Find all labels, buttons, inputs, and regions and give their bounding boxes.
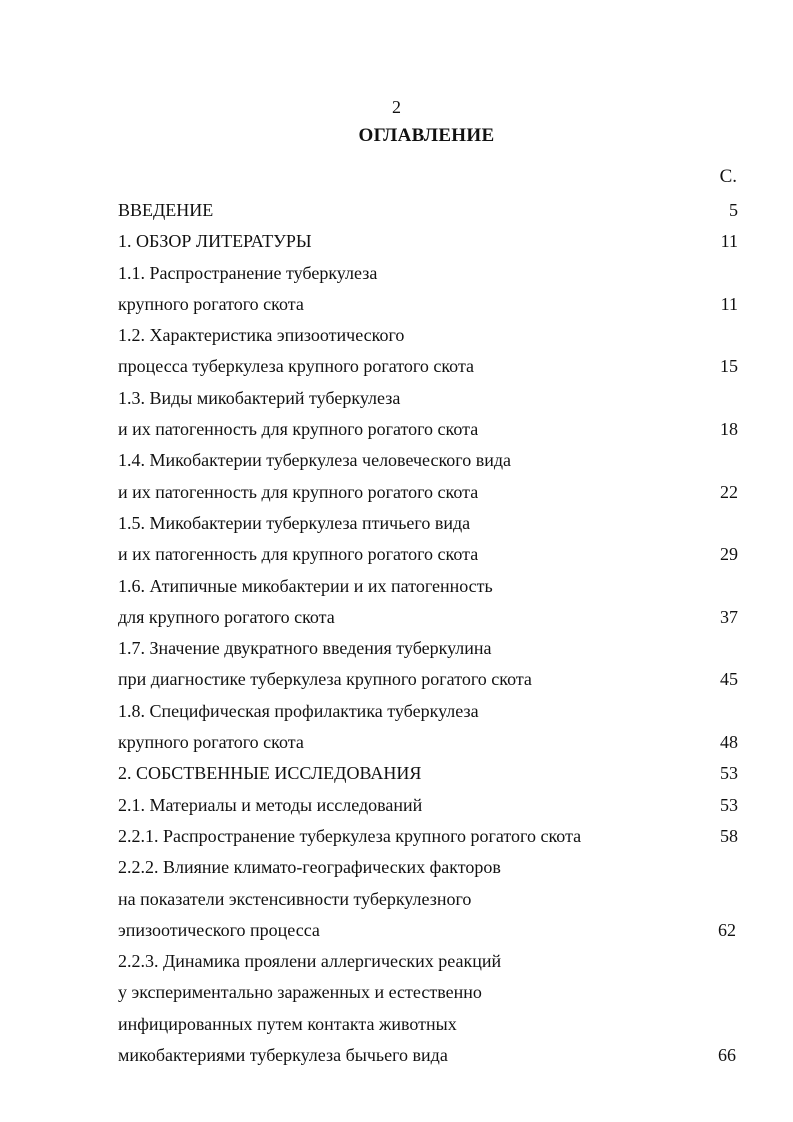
toc-entry-text: 2. СОБСТВЕННЫЕ ИССЛЕДОВАНИЯ: [118, 763, 422, 784]
toc-entry-page: 45: [720, 669, 738, 690]
toc-entry: [118, 636, 738, 667]
toc-entry-page: 11: [720, 293, 738, 314]
toc-entry-page: 53: [720, 794, 738, 815]
toc-entry-page: 66: [718, 1045, 736, 1066]
toc-entry-page: 58: [720, 825, 738, 846]
toc-entry-text: инфицированных путем контакта животных: [118, 1013, 457, 1034]
toc-entry: [118, 229, 738, 260]
toc-entry-text: на показатели экстенсивности туберкулезного: [118, 888, 472, 909]
toc-entry-text: процесса туберкулеза крупного рогатого скота: [118, 356, 475, 377]
toc-entry-text: эпизоотического процесса: [118, 919, 320, 940]
toc-entry: [118, 761, 738, 792]
toc-entry-text: 2.2.1. Распространение туберкулеза крупного рогатого скота: [118, 825, 582, 846]
toc-entry: [118, 511, 738, 542]
toc-entry: [118, 323, 738, 354]
toc-entry-text: и их патогенность для крупного рогатого скота: [118, 481, 479, 502]
toc-entry: [118, 667, 738, 698]
toc-entry-page: 48: [720, 732, 738, 753]
toc-entry-page: 37: [720, 606, 738, 627]
toc-entry-text: и их патогенность для крупного рогатого скота: [118, 419, 479, 440]
toc-entry-text: при диагностике туберкулеза крупного рогатого скота: [118, 669, 532, 690]
page-column-label: С.: [719, 166, 737, 187]
toc-entry-page: 29: [720, 544, 738, 565]
toc-entry: [118, 386, 738, 417]
toc-entry-text: крупного рогатого скота: [118, 293, 304, 314]
toc-entry: [118, 292, 738, 323]
toc-entry: [118, 887, 738, 918]
toc-entry-page: 22: [720, 481, 738, 502]
toc-entry: [118, 730, 738, 761]
toc-entry: [118, 855, 738, 886]
toc-entry-text: 1.7. Значение двукратного введения туберкулина: [118, 638, 492, 659]
toc-entry-text: 1.5. Микобактерии туберкулеза птичьего вида: [118, 512, 471, 533]
toc-entry-text: и их патогенность для крупного рогатого скота: [118, 544, 479, 565]
toc-entry: [118, 448, 738, 479]
toc-entry-text: 1.4. Микобактерии туберкулеза человеческого вида: [118, 450, 512, 471]
toc-entry-text: у экспериментально зараженных и естественно: [118, 982, 482, 1003]
toc-entry: [118, 198, 738, 229]
table-of-contents: [118, 198, 738, 1074]
toc-entry-text: 1.2. Характеристика эпизоотического: [118, 325, 405, 346]
toc-entry-text: микобактериями туберкулеза бычьего вида: [118, 1045, 448, 1066]
toc-entry-text: 2.2.3. Динамика проялени аллергических реакций: [118, 951, 502, 972]
toc-entry: [118, 542, 738, 573]
toc-entry: [118, 605, 738, 636]
toc-entry: [118, 261, 738, 292]
toc-entry: [118, 793, 738, 824]
toc-entry-text: 1.8. Специфическая профилактика туберкулеза: [118, 700, 479, 721]
toc-entry: [118, 699, 738, 730]
toc-entry: [118, 574, 738, 605]
toc-entry: [118, 480, 738, 511]
toc-entry-page: 62: [718, 919, 736, 940]
toc-entry-text: 1.3. Виды микобактерий туберкулеза: [118, 387, 401, 408]
page-title: ОГЛАВЛЕНИЕ: [358, 125, 495, 146]
toc-entry: [118, 354, 738, 385]
toc-entry-text: 2.1. Материалы и методы исследований: [118, 794, 423, 815]
toc-entry-page: 5: [729, 200, 738, 220]
toc-entry: [118, 949, 738, 980]
page-number: 2: [392, 97, 401, 117]
toc-entry-page: 11: [720, 231, 738, 252]
toc-entry: [118, 417, 738, 448]
toc-entry-text: 1.6. Атипичные микобактерии и их патогенность: [118, 575, 493, 596]
toc-entry-page: 53: [720, 763, 738, 784]
toc-entry: [118, 1012, 738, 1043]
toc-entry-text: 1.1. Распространение туберкулеза: [118, 262, 378, 283]
toc-entry: [118, 918, 738, 949]
toc-entry-text: 2.2.2. Влияние климато-географических факторов: [118, 857, 501, 878]
toc-entry-page: 18: [720, 419, 738, 440]
toc-entry-text: для крупного рогатого скота: [118, 606, 335, 627]
toc-entry: [118, 1043, 738, 1074]
toc-entry-text: крупного рогатого скота: [118, 732, 304, 753]
toc-entry: [118, 980, 738, 1011]
toc-entry-page: 15: [720, 356, 738, 377]
toc-entry: [118, 824, 738, 855]
toc-entry-text: 1. ОБЗОР ЛИТЕРАТУРЫ: [118, 231, 312, 252]
toc-entry-text: ВВЕДЕНИЕ: [118, 200, 214, 220]
